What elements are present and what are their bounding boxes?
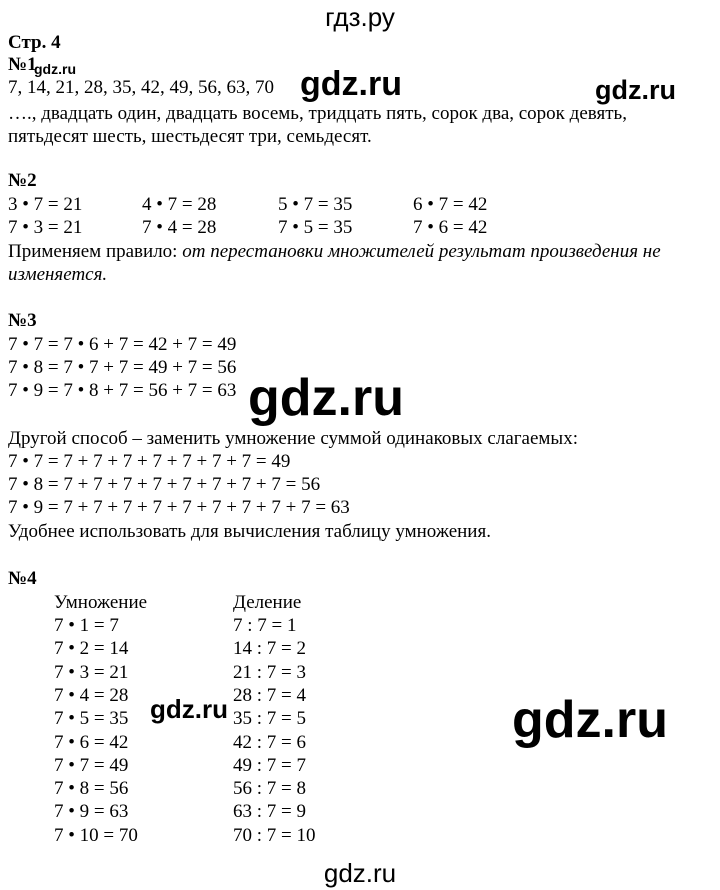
ex2-cell: 7 • 6 = 42	[413, 217, 488, 238]
ex3-line: 7 • 7 = 7 • 6 + 7 = 42 + 7 = 49	[8, 334, 237, 355]
ex2-cell: 7 • 4 = 28	[142, 217, 217, 238]
ex3-title: №3	[8, 310, 37, 331]
ex4-mult-cell: 7 • 8 = 56	[54, 778, 129, 800]
ex2-cell: 7 • 3 = 21	[8, 217, 83, 238]
ex2-cell: 4 • 7 = 28	[142, 194, 217, 215]
ex3-sum-line: 7 • 9 = 7 + 7 + 7 + 7 + 7 + 7 + 7 + 7 + 7 = 63	[8, 497, 350, 518]
ex1-words-line-2: пятьдесят шесть, шестьдесят три, семьдесят.	[8, 126, 372, 147]
ex1-number-sequence: 7, 14, 21, 28, 35, 42, 49, 56, 63, 70	[8, 77, 274, 98]
ex4-div-cell: 42 : 7 = 6	[233, 731, 306, 753]
watermark-4: gdz.ru	[150, 694, 228, 724]
site-header: гдз.ру	[325, 2, 395, 32]
ex3-line: 7 • 9 = 7 • 8 + 7 = 56 + 7 = 63	[8, 380, 237, 401]
ex1-words-line-1: …., двадцать один, двадцать восемь, тридцать пять, сорок два, сорок девять,	[8, 103, 627, 124]
ex3-line: 7 • 8 = 7 • 7 + 7 = 49 + 7 = 56	[8, 357, 237, 378]
ex3-conclusion: Удобнее использовать для вычисления таблицу умножения.	[8, 521, 491, 542]
watermark-footer: gdz.ru	[323, 858, 397, 888]
ex4-mult-cell: 7 • 7 = 49	[54, 754, 129, 776]
page-number: Стр. 4	[8, 32, 61, 53]
ex4-div-cell: 70 : 7 = 10	[233, 824, 316, 846]
ex2-cell: 7 • 5 = 35	[278, 217, 353, 238]
ex2-title: №2	[8, 170, 37, 191]
ex2-rule-italic: от перестановки множителей результат произведения не	[182, 241, 661, 262]
ex4-mult-cell: 7 • 2 = 14	[54, 638, 129, 660]
watermark-3: gdz.ru	[248, 369, 404, 427]
ex4-div-cell: 7 : 7 = 1	[233, 615, 297, 636]
ex4-mult-header: Умножение	[54, 592, 148, 613]
ex4-div-cell: 28 : 7 = 4	[233, 684, 306, 706]
ex2-rule-prefix: Применяем правило:	[8, 241, 183, 262]
ex4-div-cell: 63 : 7 = 9	[233, 801, 306, 823]
ex4-div-cell: 35 : 7 = 5	[233, 708, 306, 730]
ex2-rule-line-2: изменяется.	[8, 264, 108, 285]
ex3-sum-line: 7 • 8 = 7 + 7 + 7 + 7 + 7 + 7 + 7 + 7 = 56	[8, 474, 321, 495]
ex3-other-way: Другой способ – заменить умножение суммой одинаковых слагаемых:	[8, 428, 578, 449]
watermark-1: gdz.ru	[300, 65, 402, 103]
ex4-mult-cell: 7 • 3 = 21	[54, 661, 129, 683]
ex4-mult-cell: 7 • 5 = 35	[54, 708, 129, 730]
ex4-div-cell: 56 : 7 = 8	[233, 778, 306, 800]
ex4-div-header: Деление	[233, 592, 302, 613]
ex2-cell: 5 • 7 = 35	[278, 194, 353, 215]
ex4-mult-cell: 7 • 4 = 28	[54, 684, 129, 706]
ex2-cell: 6 • 7 = 42	[413, 194, 488, 215]
ex2-cell: 3 • 7 = 21	[8, 194, 83, 215]
ex4-div-cell: 49 : 7 = 7	[233, 754, 306, 776]
ex2-rule-line-1	[8, 241, 661, 263]
ex4-mult-cell: 7 • 10 = 70	[54, 824, 138, 846]
watermark-small-1: gdz.ru	[34, 61, 76, 77]
ex4-div-cell: 14 : 7 = 2	[233, 638, 306, 660]
ex3-sum-line: 7 • 7 = 7 + 7 + 7 + 7 + 7 + 7 + 7 = 49	[8, 451, 291, 472]
ex4-mult-cell: 7 • 6 = 42	[54, 731, 129, 753]
ex4-mult-cell: 7 • 1 = 7	[54, 615, 119, 636]
ex4-div-cell: 21 : 7 = 3	[233, 661, 306, 683]
watermark-5: gdz.ru	[512, 691, 668, 749]
watermark-2: gdz.ru	[595, 75, 676, 105]
ex1-title: №1	[8, 54, 37, 75]
ex4-mult-cell: 7 • 9 = 63	[54, 801, 129, 823]
ex4-title: №4	[8, 568, 37, 589]
